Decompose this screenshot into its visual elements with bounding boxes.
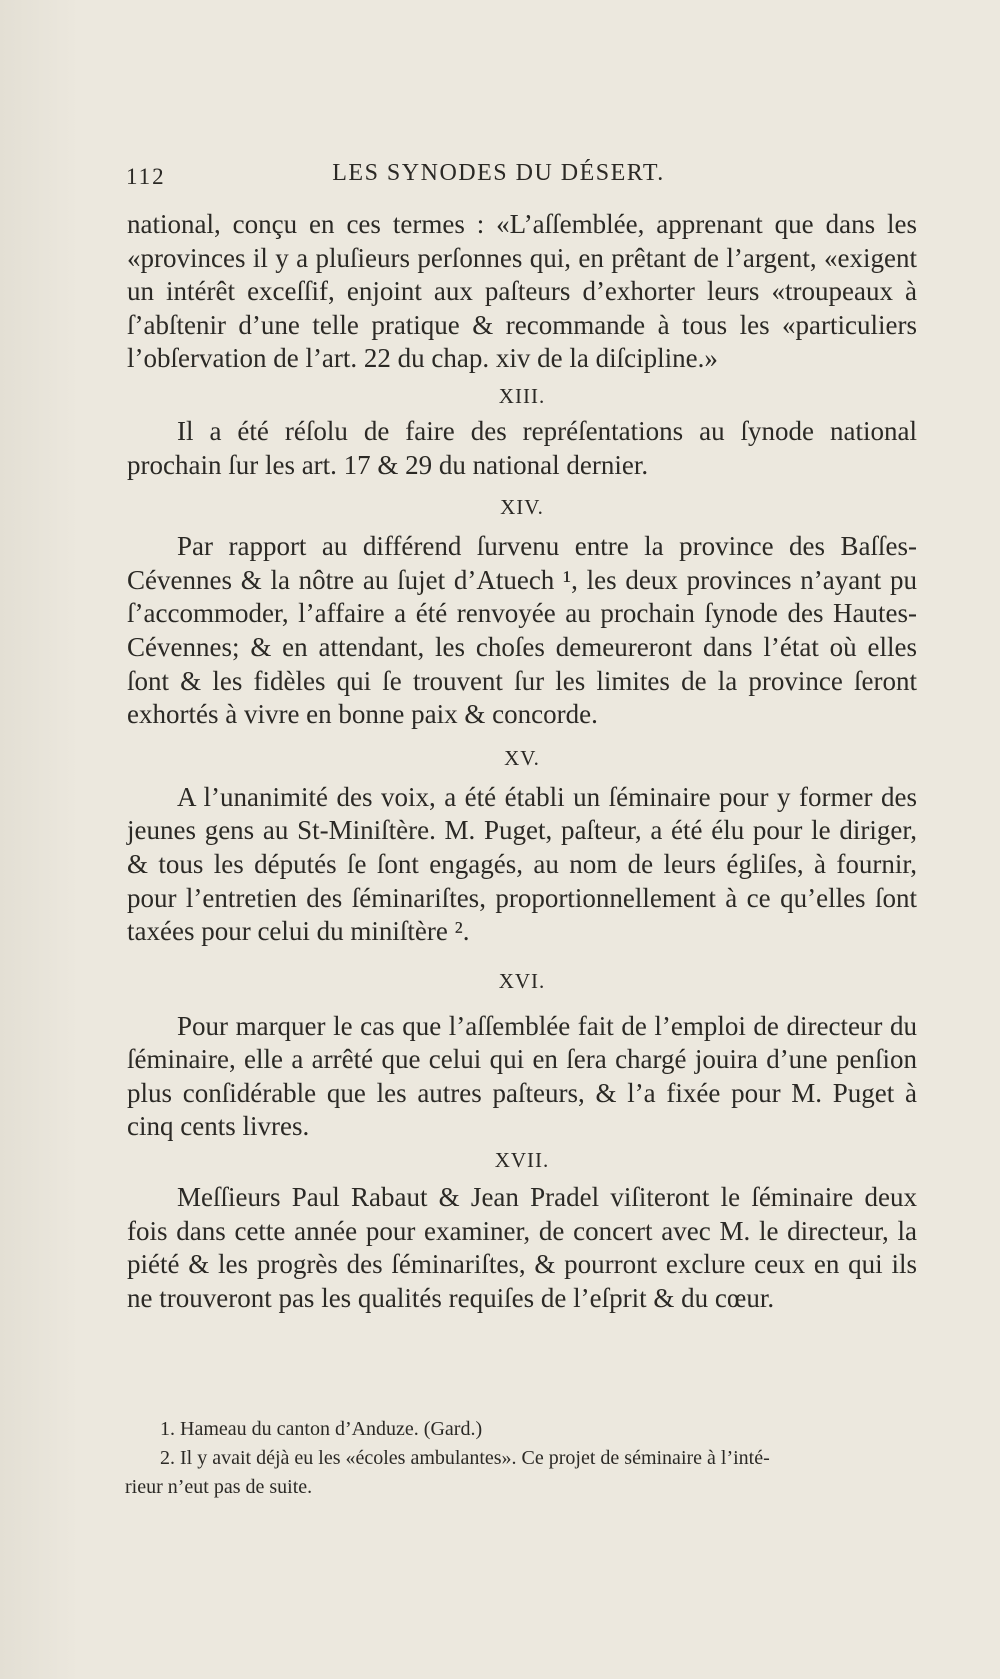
- main-text: [127, 208, 917, 1315]
- article-paragraph: A l’unanimité des voix, a été établi un ſéminaire pour y former des jeunes gens au St-Miniſtère. M. Puget, paſteur, a été élu pour le diriger, & tous les députés ſe ſont engagés, au nom de leurs égliſes, à fournir, pour l’entretien des ſéminariſtes, proportionnellement à ce qu’elles ſont taxées pour celui du miniſtère ².: [127, 781, 917, 947]
- page-gutter-shade: [0, 0, 80, 1679]
- article-number: XVI.: [498, 968, 546, 993]
- footnote-2-continuation: rieur n’eut pas de suite.: [125, 1476, 313, 1498]
- footnote-2: 2. Il y avait déjà eu les «écoles ambulantes». Ce projet de séminaire à l’inté-: [160, 1447, 770, 1469]
- article-number: XIII.: [498, 383, 546, 408]
- article-paragraph: Par rapport au différend ſurvenu entre la province des Baſſes-Cévennes & la nôtre au ſujet d’Atuech ¹, les deux provinces n’ayant pu ſ’accommoder, l’affaire a été renvoyée au prochain ſynode des Hautes-Cévennes; & en attendant, les choſes demeureront dans l’état où elles ſont & les fidèles qui ſe trouvent ſur les limites de la province ſeront exhortés à vivre en bonne paix & concorde.: [127, 531, 917, 730]
- page-header: [126, 160, 871, 196]
- running-title: LES SYNODES DU DÉSERT.: [332, 160, 665, 186]
- article-number: XIV.: [500, 495, 544, 520]
- page-number: 112: [126, 164, 166, 189]
- article-number: XVII.: [494, 1148, 550, 1173]
- article-number: XV.: [504, 745, 540, 770]
- article-paragraph: Il a été réſolu de faire des repréſentations au ſynode national prochain ſur les art. 17 & 29 du national dernier.: [127, 415, 917, 480]
- article-paragraph: Pour marquer le cas que l’aſſemblée fait de l’emploi de directeur du ſéminaire, elle a arrêté que celui qui en ſera chargé jouira d’une penſion plus conſidérable que les autres paſteurs, & l’a fixée pour M. Puget à cinq cents livres.: [127, 1010, 917, 1142]
- footnote-1: 1. Hameau du canton d’Anduze. (Gard.): [160, 1418, 483, 1440]
- footnotes: [125, 1415, 935, 1502]
- continuation-paragraph: national, conçu en ces termes : «L’aſſemblée, apprenant que dans les «provinces il y a pluſieurs perſonnes qui, en prêtant de l’argent, «exigent un intérêt exceſſif, enjoint aux paſteurs d’exhorter leurs «troupeaux à ſ’abſtenir d’une telle pratique & recommande à tous les «particuliers l’obſervation de l’art. 22 du chap. xiv de la diſcipline.»: [127, 209, 917, 374]
- article-paragraph: Meſſieurs Paul Rabaut & Jean Pradel viſiteront le ſéminaire deux fois dans cette année pour examiner, de concert avec M. le directeur, la piété & les progrès des ſéminariſtes, & pourront exclure ceux en qui ils ne trouveront pas les qualités requiſes de l’eſprit & du cœur.: [127, 1182, 917, 1313]
